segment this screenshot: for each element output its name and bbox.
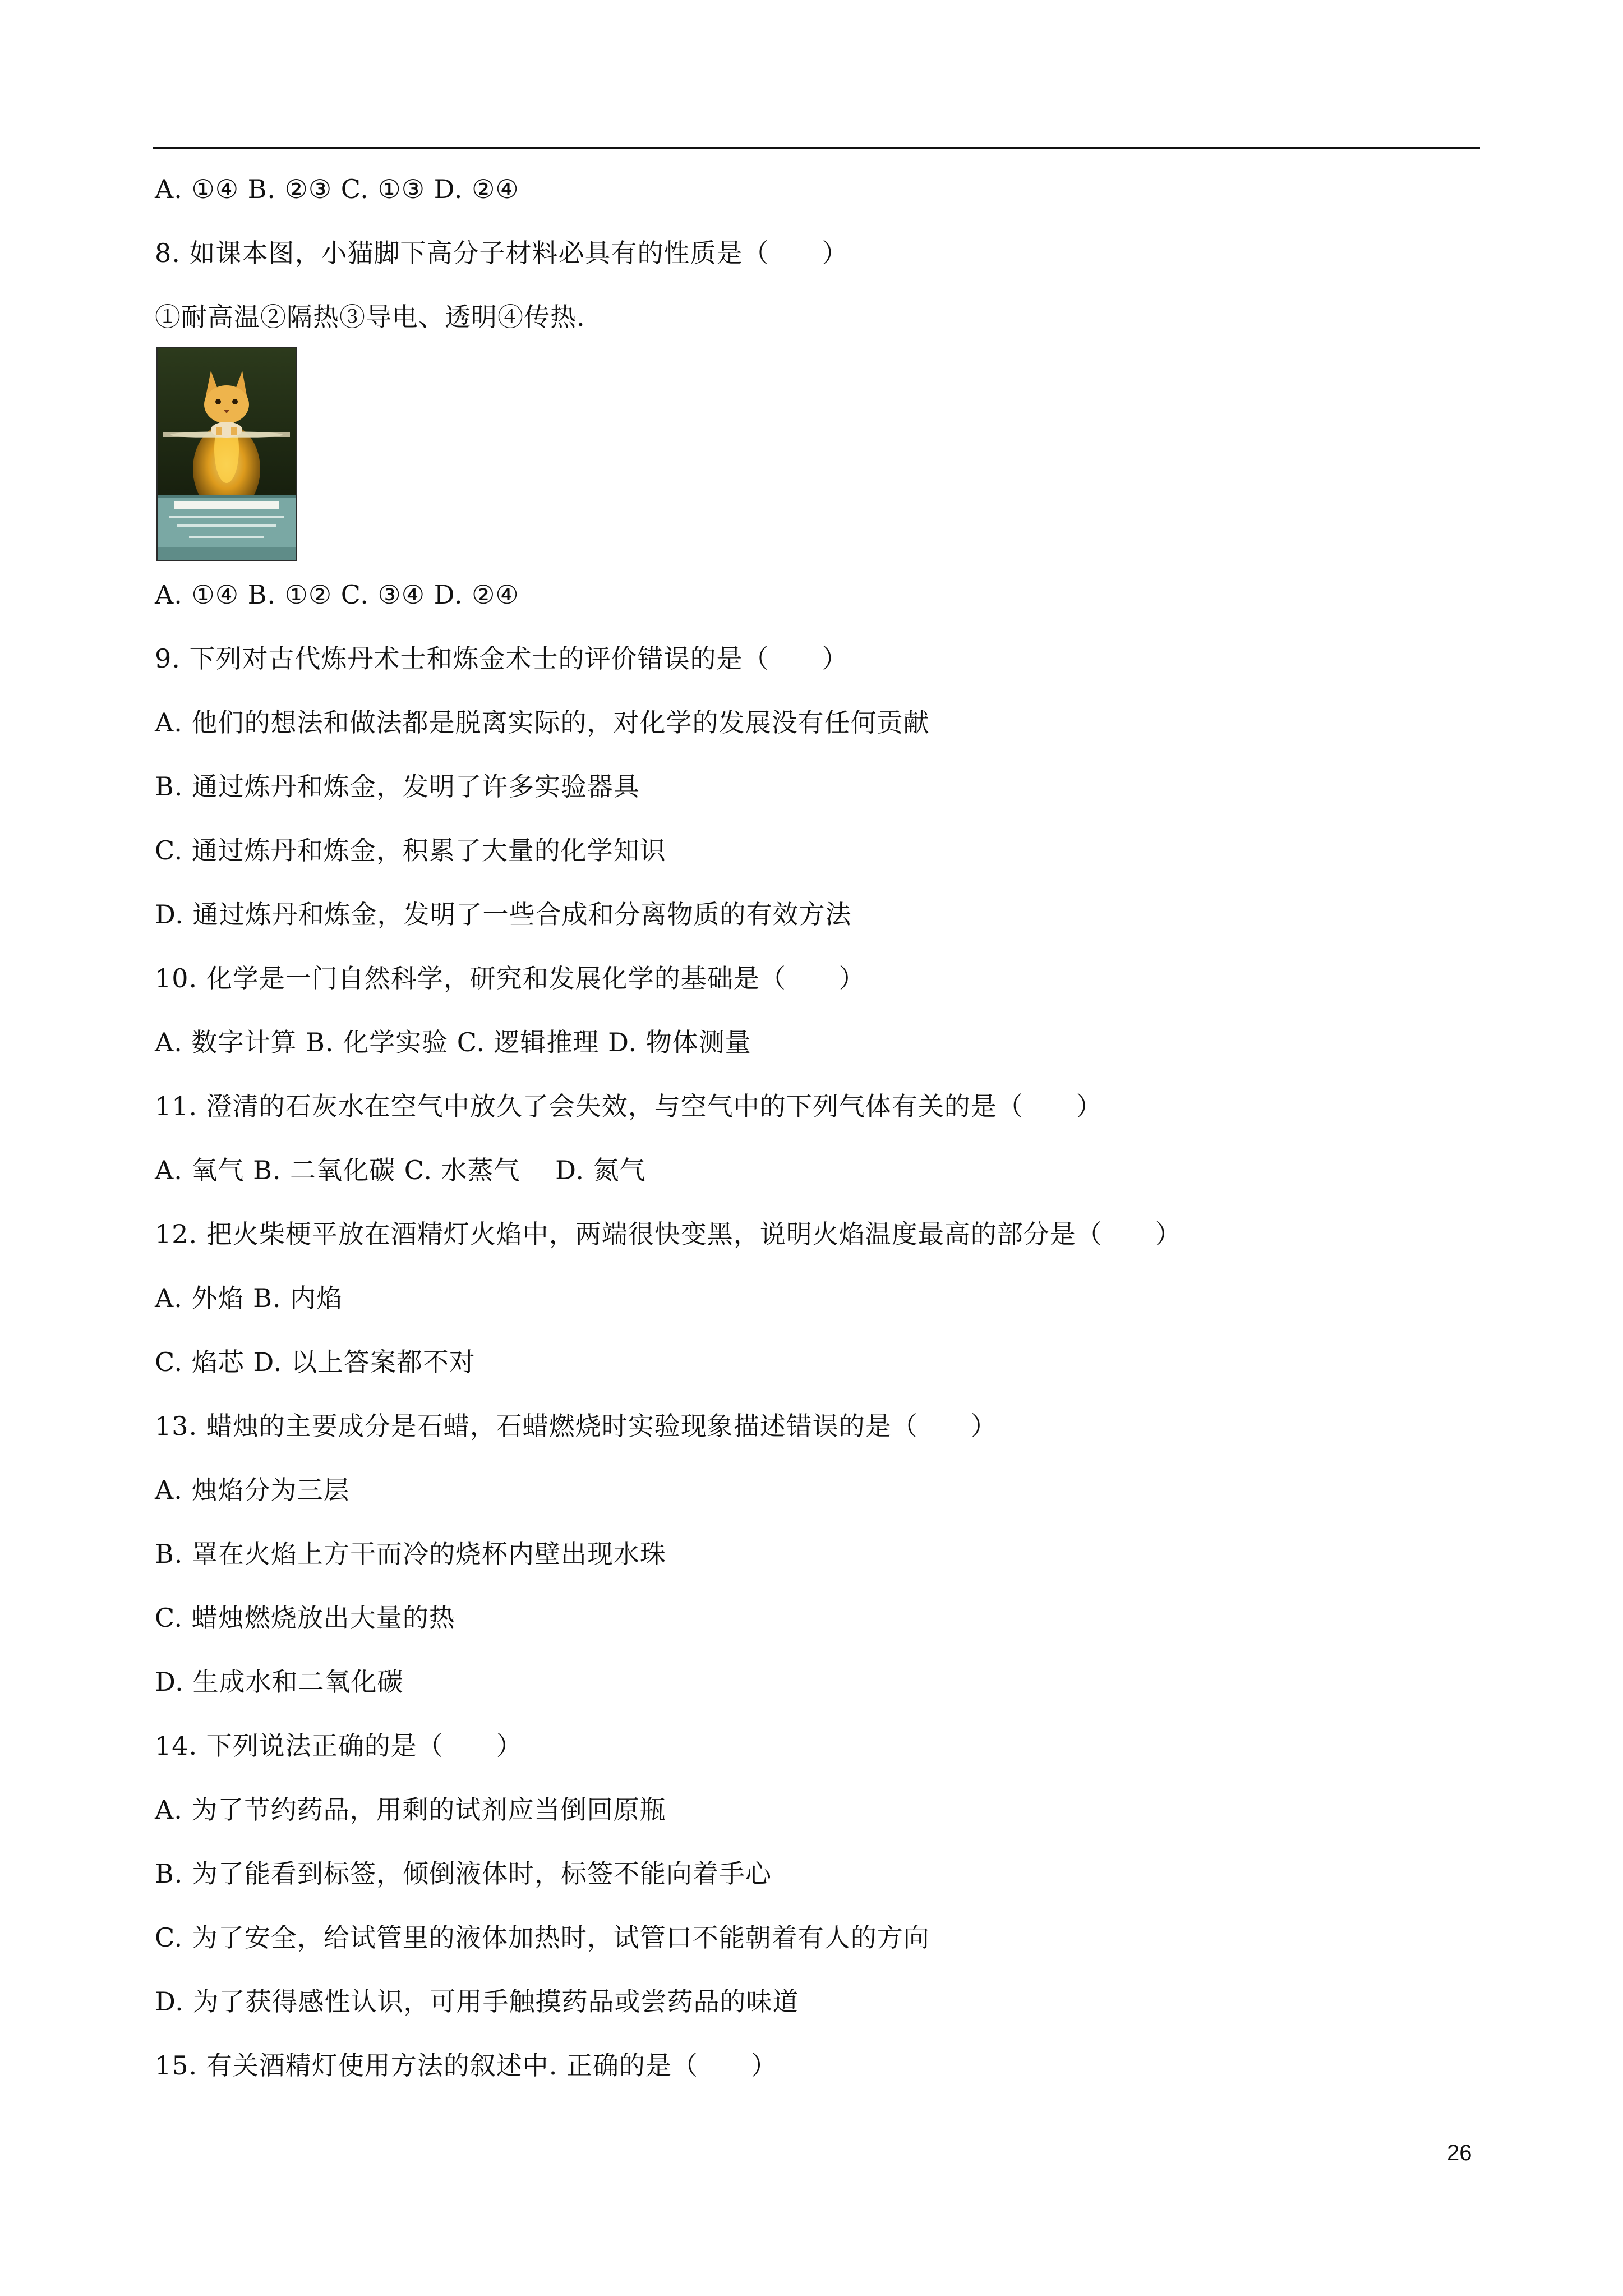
q13-option-c: C. 蜡烛燃烧放出大量的热 bbox=[155, 1603, 455, 1633]
page-number: 26 bbox=[1447, 2141, 1472, 2165]
q14-option-a: A. 为了节约药品，用剩的试剂应当倒回原瓶 bbox=[155, 1795, 666, 1825]
q14-option-d: D. 为了获得感性认识，可用手触摸药品或尝药品的味道 bbox=[155, 1986, 799, 2017]
q9-option-d: D. 通过炼丹和炼金，发明了一些合成和分离物质的有效方法 bbox=[155, 899, 852, 930]
q7-options: A. ①④ B. ②③ C. ①③ D. ②④ bbox=[155, 174, 519, 204]
q13-option-a: A. 烛焰分为三层 bbox=[155, 1475, 350, 1505]
q8-options: A. ①④ B. ①② C. ③④ D. ②④ bbox=[155, 579, 519, 610]
q9-option-c: C. 通过炼丹和炼金，积累了大量的化学知识 bbox=[155, 835, 666, 866]
q15-stem: 15. 有关酒精灯使用方法的叙述中. 正确的是（ ） bbox=[155, 2050, 778, 2081]
cat-on-polymer-plate-icon bbox=[158, 348, 296, 560]
q9-option-b: B. 通过炼丹和炼金，发明了许多实验器具 bbox=[155, 771, 640, 802]
cat-photo-figure bbox=[156, 347, 297, 561]
q13-option-b: B. 罩在火焰上方干而冷的烧杯内壁出现水珠 bbox=[155, 1539, 667, 1569]
q9-option-a: A. 他们的想法和做法都是脱离实际的，对化学的发展没有任何贡献 bbox=[155, 707, 930, 738]
q13-option-d: D. 生成水和二氧化碳 bbox=[155, 1667, 404, 1697]
q10-options: A. 数字计算 B. 化学实验 C. 逻辑推理 D. 物体测量 bbox=[155, 1027, 751, 1057]
q8-properties: ①耐高温②隔热③导电、透明④传热. bbox=[155, 302, 585, 332]
q13-stem: 13. 蜡烛的主要成分是石蜡，石蜡燃烧时实验现象描述错误的是（ ） bbox=[155, 1411, 997, 1441]
q12-options-cd: C. 焰芯 D. 以上答案都不对 bbox=[155, 1347, 476, 1377]
header-rule bbox=[153, 147, 1480, 149]
q14-option-b: B. 为了能看到标签，倾倒液体时，标签不能向着手心 bbox=[155, 1858, 772, 1889]
q11-options: A. 氧气 B. 二氧化碳 C. 水蒸气 D. 氮气 bbox=[155, 1155, 646, 1185]
q9-stem: 9. 下列对古代炼丹术士和炼金术士的评价错误的是（ ） bbox=[155, 643, 849, 674]
q14-option-c: C. 为了安全，给试管里的液体加热时，试管口不能朝着有人的方向 bbox=[155, 1922, 930, 1953]
q12-options-ab: A. 外焰 B. 内焰 bbox=[155, 1283, 343, 1313]
q10-stem: 10. 化学是一门自然科学，研究和发展化学的基础是（ ） bbox=[155, 963, 865, 993]
q12-stem: 12. 把火柴梗平放在酒精灯火焰中，两端很快变黑，说明火焰温度最高的部分是（ ） bbox=[155, 1219, 1182, 1249]
q14-stem: 14. 下列说法正确的是（ ） bbox=[155, 1731, 523, 1761]
q11-stem: 11. 澄清的石灰水在空气中放久了会失效，与空气中的下列气体有关的是（ ） bbox=[155, 1091, 1103, 1121]
q8-stem: 8. 如课本图，小猫脚下高分子材料必具有的性质是（ ） bbox=[155, 238, 849, 268]
